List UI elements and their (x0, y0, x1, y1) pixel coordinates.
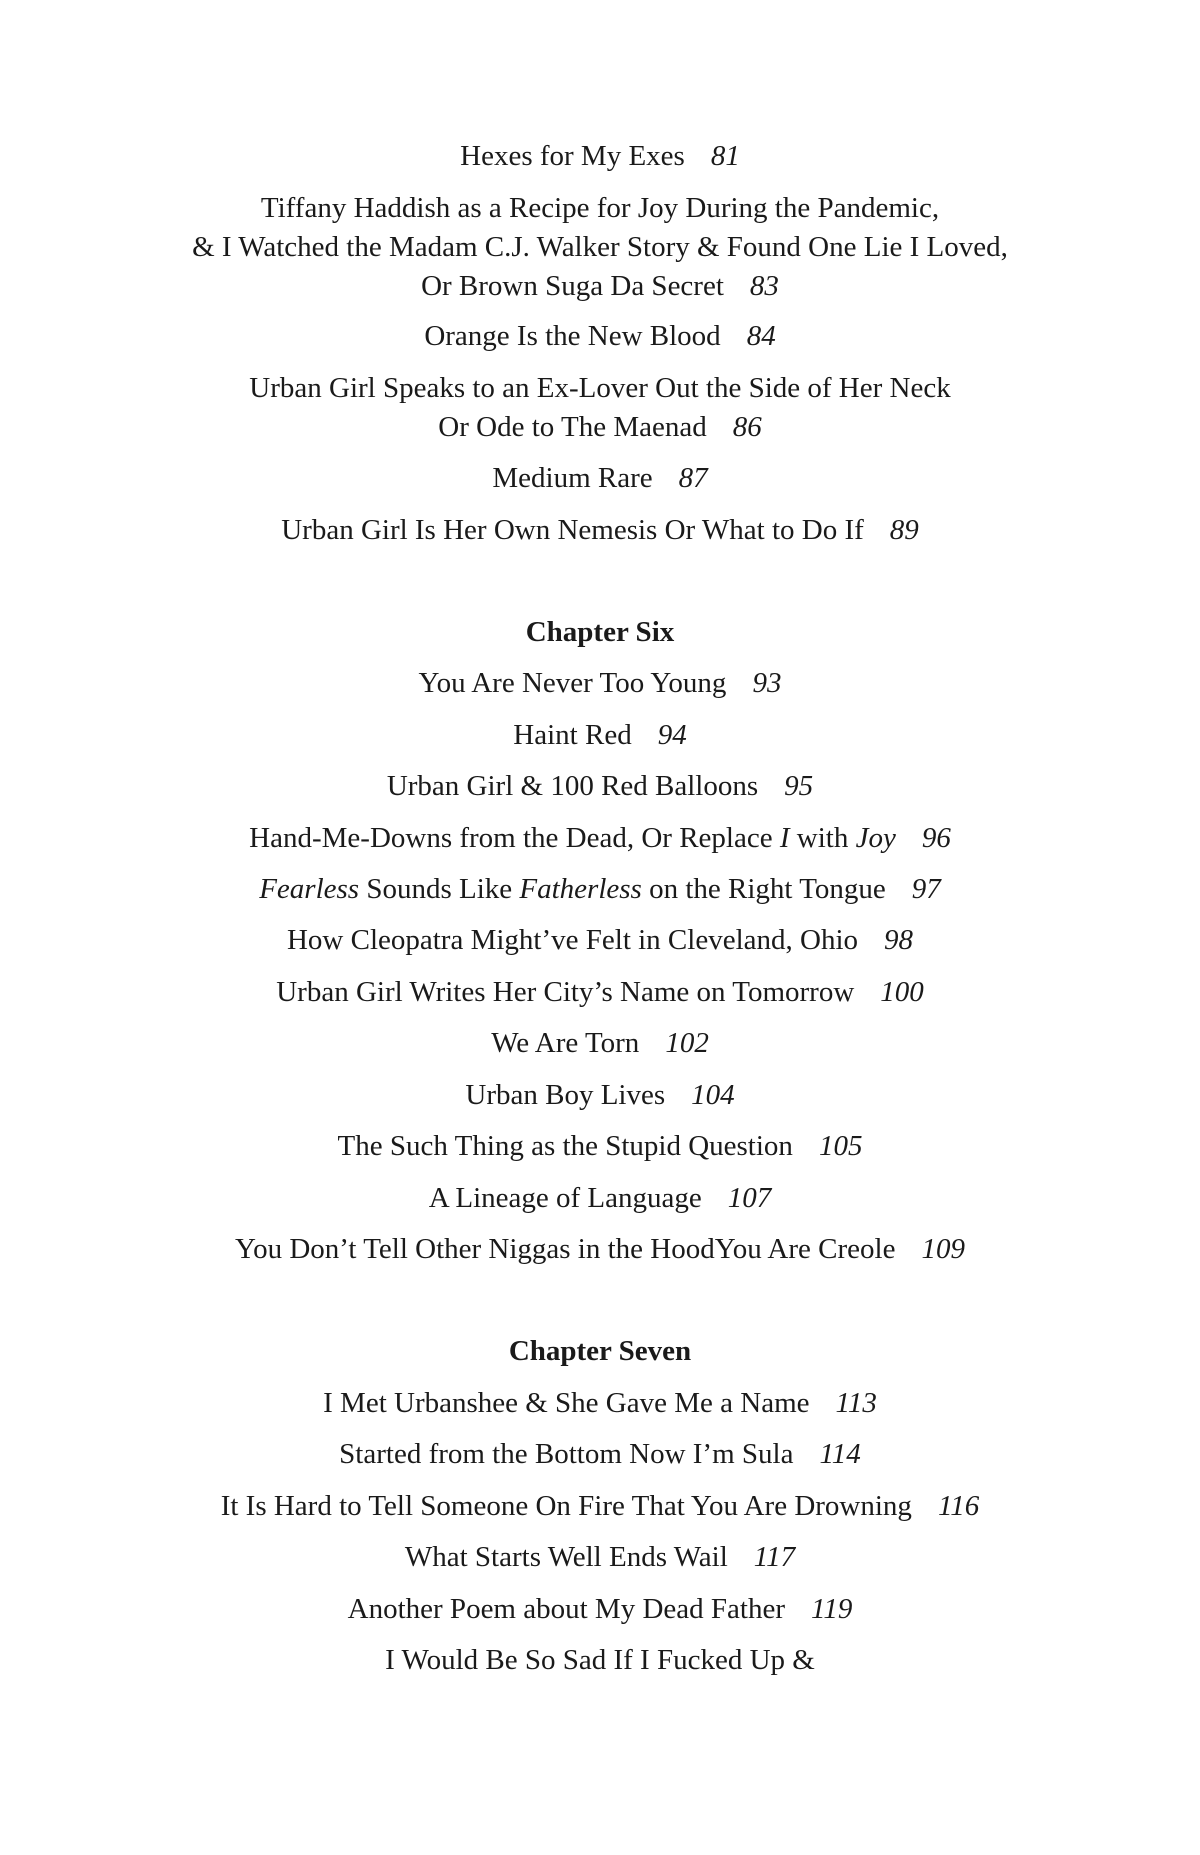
entry-title-part: Sounds Like (359, 873, 520, 905)
toc-entry (0, 369, 1200, 447)
entry-page: 109 (921, 1233, 965, 1265)
entry-page: 107 (727, 1182, 772, 1214)
toc-entry (0, 137, 1200, 176)
entry-page: 98 (884, 924, 914, 956)
entry-title-line: Or Ode to The Maenad (438, 411, 707, 443)
chapter-six-heading: Chapter Six (525, 616, 675, 648)
entry-title-part: Hand-Me-Downs from the Dead, Or Replace (249, 822, 780, 854)
toc-entry (0, 1590, 1200, 1629)
entry-title: Urban Boy Lives (465, 1079, 666, 1111)
entry-title: A Lineage of Language (428, 1182, 702, 1214)
entry-page: 84 (746, 320, 776, 352)
entry-title-part: Fatherless (519, 873, 642, 905)
entry-page: 100 (880, 976, 924, 1008)
entry-title-part: on the Right Tongue (641, 873, 886, 905)
entry-page: 94 (657, 719, 687, 751)
toc-entry (0, 1538, 1200, 1577)
entry-title-part: I (779, 822, 790, 854)
entry-title-line: & I Watched the Madam C.J. Walker Story & Found One Lie I Loved, (192, 231, 1008, 263)
entry-page: 119 (810, 1593, 853, 1625)
toc-entry (0, 1127, 1200, 1166)
entry-page: 114 (819, 1438, 861, 1470)
entry-title: Started from the Bottom Now I’m Sula (339, 1438, 794, 1470)
entry-title: Orange Is the New Blood (424, 320, 721, 352)
entry-page: 102 (665, 1027, 709, 1059)
entry-page: 81 (710, 140, 740, 172)
entry-page: 95 (784, 770, 814, 802)
toc-entry (0, 973, 1200, 1012)
entry-title: I Would Be So Sad If I Fucked Up & (385, 1644, 815, 1676)
entry-title: I Met Urbanshee & She Gave Me a Name (323, 1387, 810, 1419)
entry-page: 105 (818, 1130, 863, 1162)
entry-title: We Are Torn (491, 1027, 640, 1059)
entry-title-part: Fearless (259, 873, 360, 905)
chapter-seven-heading: Chapter Seven (508, 1335, 692, 1367)
entry-page: 89 (889, 514, 919, 546)
entry-title: It Is Hard to Tell Someone On Fire That You Are Drowning (220, 1490, 912, 1522)
toc-entry (0, 511, 1200, 550)
entry-title-line: Urban Girl Speaks to an Ex-Lover Out the Side of Her Neck (249, 372, 951, 404)
entry-page: 116 (937, 1490, 980, 1522)
entry-page: 93 (752, 667, 782, 699)
entry-title: Urban Girl Writes Her City’s Name on Tomorrow (276, 976, 855, 1008)
toc-entry (0, 664, 1200, 703)
entry-title: How Cleopatra Might’ve Felt in Cleveland, Ohio (286, 924, 859, 956)
entry-title: You Don’t Tell Other Niggas in the HoodYou Are Creole (235, 1233, 896, 1265)
toc-entry (0, 716, 1200, 755)
entry-title: Haint Red (513, 719, 632, 751)
toc-entry (0, 1641, 1200, 1680)
entry-title: The Such Thing as the Stupid Question (337, 1130, 793, 1162)
entry-title: Medium Rare (492, 462, 653, 494)
entry-page: 83 (749, 270, 779, 302)
entry-title-part: with (789, 822, 856, 854)
toc-entry (0, 1230, 1200, 1269)
entry-title: Urban Girl Is Her Own Nemesis Or What to Do If (281, 514, 864, 546)
entry-title: You Are Never Too Young (418, 667, 727, 699)
toc-entry (0, 1076, 1200, 1115)
toc-entry (0, 870, 1200, 909)
toc-entry (0, 819, 1200, 858)
entry-page: 87 (678, 462, 708, 494)
entry-page: 86 (732, 411, 762, 443)
entry-page: 97 (911, 873, 941, 905)
toc-entry (0, 767, 1200, 806)
entry-page: 113 (835, 1387, 877, 1419)
toc-entry (0, 1487, 1200, 1526)
entry-page: 104 (691, 1079, 735, 1111)
entry-title: Hexes for My Exes (460, 140, 685, 172)
toc-entry (0, 921, 1200, 960)
toc-entry (0, 189, 1200, 306)
entry-page: 117 (753, 1541, 796, 1573)
entry-title: What Starts Well Ends Wail (404, 1541, 728, 1573)
entry-title-line: Tiffany Haddish as a Recipe for Joy During the Pandemic, (260, 192, 940, 224)
toc-entry (0, 1024, 1200, 1063)
entry-title: Urban Girl & 100 Red Balloons (386, 770, 759, 802)
toc-entry (0, 1435, 1200, 1474)
toc-entry (0, 1179, 1200, 1218)
toc-entry (0, 459, 1200, 498)
entry-title: Another Poem about My Dead Father (347, 1593, 785, 1625)
entry-page: 96 (921, 822, 951, 854)
toc-entry (0, 1384, 1200, 1423)
toc-entry (0, 317, 1200, 356)
entry-title-part: Joy (855, 822, 896, 854)
entry-title-line: Or Brown Suga Da Secret (421, 270, 724, 302)
